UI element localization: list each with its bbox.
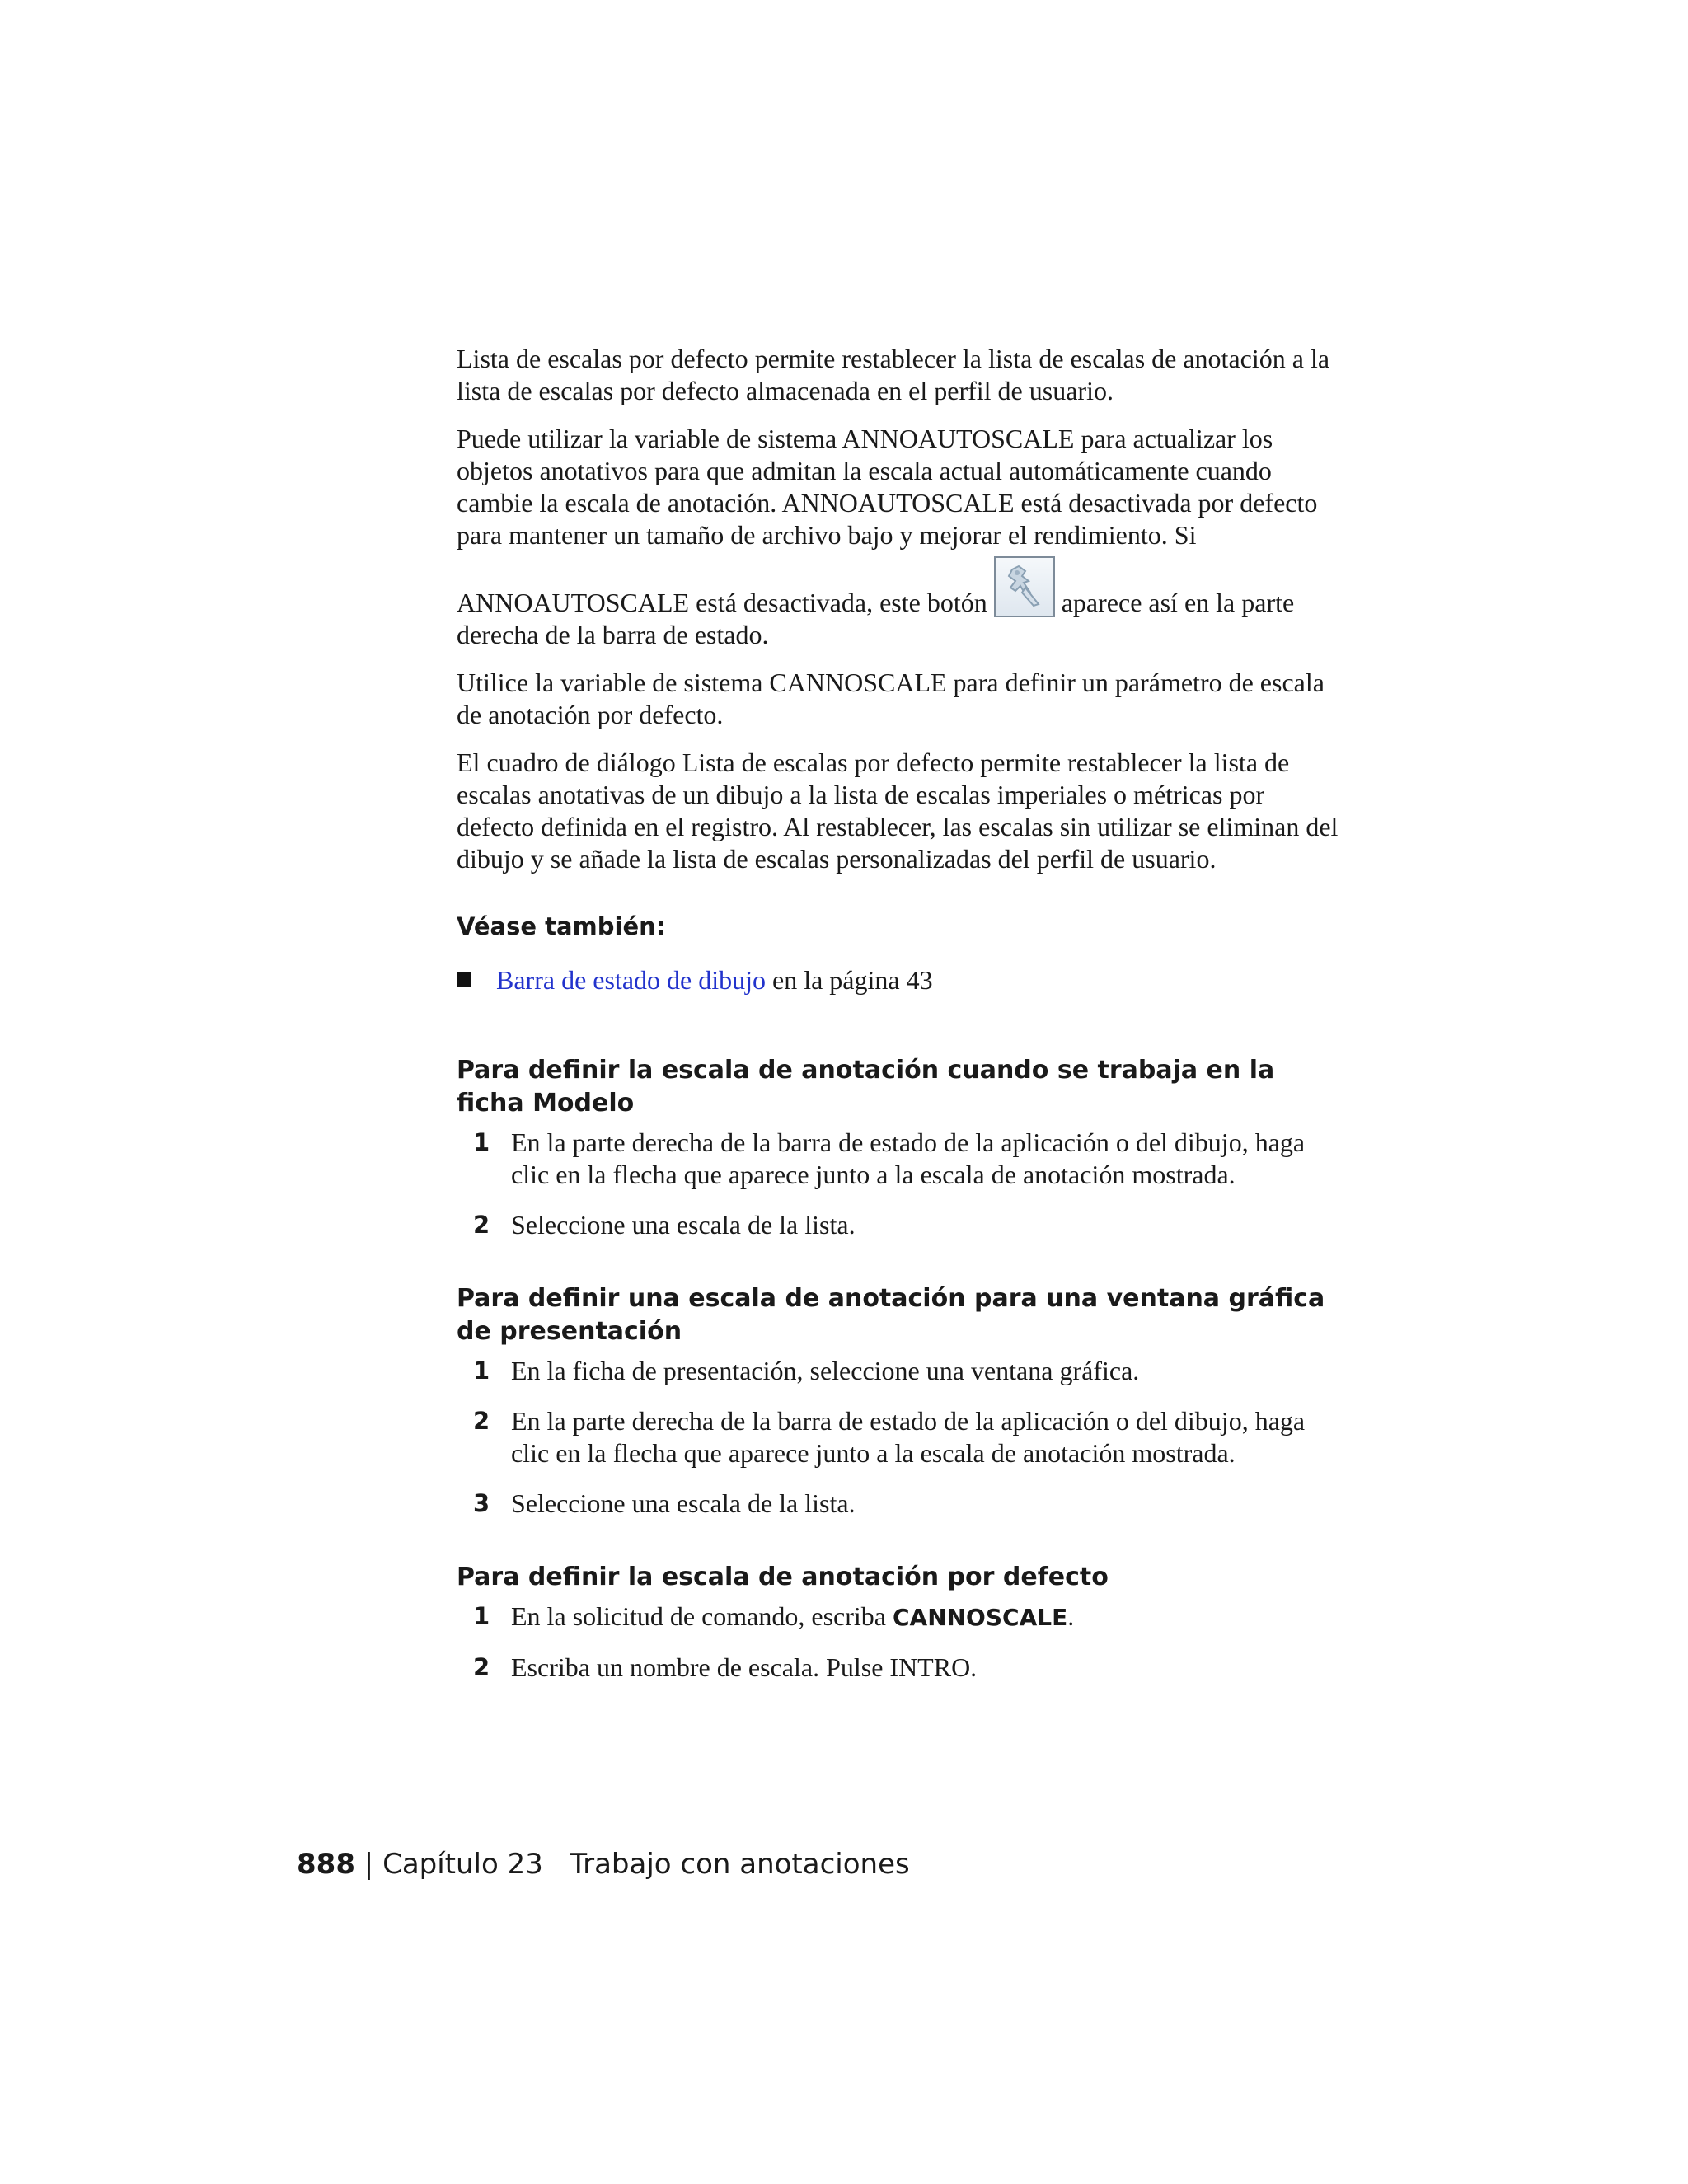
step-number: 3 — [473, 1489, 490, 1517]
footer-separator: | — [363, 1848, 374, 1881]
page-number: 888 — [297, 1848, 355, 1881]
command-name: CANNOSCALE — [892, 1604, 1068, 1631]
procedure-steps — [457, 1601, 1347, 1684]
step-number: 1 — [473, 1602, 490, 1630]
procedure-step — [457, 1355, 1347, 1387]
procedure-step — [457, 1601, 1347, 1633]
procedure-step — [457, 1652, 1347, 1684]
procedure-step — [457, 1405, 1347, 1469]
chapter-title: Trabajo con anotaciones — [570, 1848, 910, 1881]
procedure-model-tab — [457, 1054, 1347, 1241]
paragraph-annoautoscale-button — [457, 556, 1347, 651]
paragraph-cannoscale: Utilice la variable de sistema CANNOSCALE para definir un parámetro de escala de anotación por defecto. — [457, 668, 1325, 729]
step-number: 1 — [473, 1357, 490, 1385]
procedure-layout-viewport — [457, 1282, 1347, 1520]
procedure-step — [457, 1209, 1347, 1241]
paragraph-default-scale-list: Lista de escalas por defecto permite restablecer la lista de escalas de anotación a la lista de escalas por defecto almacenada en el perfil de usuario. — [457, 344, 1330, 405]
procedure-step — [457, 1488, 1347, 1520]
paragraph-annoautoscale: Puede utilizar la variable de sistema ANNOAUTOSCALE para actualizar los objetos anotativos para que admitan la escala actual automáticamente cuando cambie la escala de anotación. ANNOAUTOSCALE está desactivada por defecto para mantener un tamaño de archivo bajo y mejorar el rendimiento. Si — [457, 424, 1318, 550]
link-suffix: en la página 43 — [772, 965, 933, 995]
step-text: Escriba un nombre de escala. Pulse INTRO. — [511, 1652, 978, 1682]
bullet-square-icon — [457, 972, 471, 987]
page-footer — [297, 1848, 910, 1881]
step-number: 2 — [473, 1653, 490, 1681]
step-text-before: En la solicitud de comando, escriba — [511, 1601, 886, 1631]
see-also-item — [457, 964, 1347, 996]
step-text: Seleccione una escala de la lista. — [511, 1488, 856, 1518]
step-number: 2 — [473, 1211, 490, 1239]
step-text: Seleccione una escala de la lista. — [511, 1210, 856, 1240]
annoautoscale-glyph — [1001, 563, 1048, 611]
procedure-steps — [457, 1127, 1347, 1241]
step-text — [511, 1601, 1347, 1633]
step-text: En la parte derecha de la barra de estado de la aplicación o del dibujo, haga clic en la flecha que aparece junto a la escala de anotación mostrada. — [511, 1406, 1306, 1468]
link-drawing-status-bar[interactable]: Barra de estado de dibujo — [496, 965, 766, 995]
page-content — [457, 343, 1347, 1702]
procedure-default-scale — [457, 1561, 1347, 1684]
procedure-title: Para definir la escala de anotación por defecto — [457, 1563, 1109, 1591]
procedure-step — [457, 1127, 1347, 1191]
step-text-after: . — [1067, 1601, 1075, 1631]
annoautoscale-off-icon — [994, 556, 1055, 617]
annoautoscale-text-after: aparece así en la parte derecha de la barra de estado. — [457, 588, 1295, 649]
annoautoscale-text-before: ANNOAUTOSCALE está desactivada, este botón — [457, 588, 987, 617]
step-text: En la parte derecha de la barra de estado de la aplicación o del dibujo, haga clic en la flecha que aparece junto a la escala de anotación mostrada. — [511, 1127, 1306, 1189]
step-number: 2 — [473, 1407, 490, 1435]
step-text: En la ficha de presentación, seleccione una ventana gráfica. — [511, 1356, 1140, 1385]
paragraph-scale-list-dialog: El cuadro de diálogo Lista de escalas por defecto permite restablecer la lista de escalas anotativas de un dibujo a la lista de escalas imperiales o métricas por defecto definida en el registro. Al restablecer, las escalas sin utilizar se eliminan del dibujo y se añade la lista de escalas personalizadas del perfil de usuario. — [457, 748, 1339, 874]
procedure-title: Para definir una escala de anotación para una ventana gráfica de presentación — [457, 1284, 1325, 1346]
see-also-heading: Véase también: — [457, 912, 666, 940]
procedure-title: Para definir la escala de anotación cuando se trabaja en la ficha Modelo — [457, 1056, 1275, 1118]
step-number: 1 — [473, 1128, 490, 1156]
chapter-label: Capítulo 23 — [382, 1848, 543, 1881]
procedure-steps — [457, 1355, 1347, 1520]
